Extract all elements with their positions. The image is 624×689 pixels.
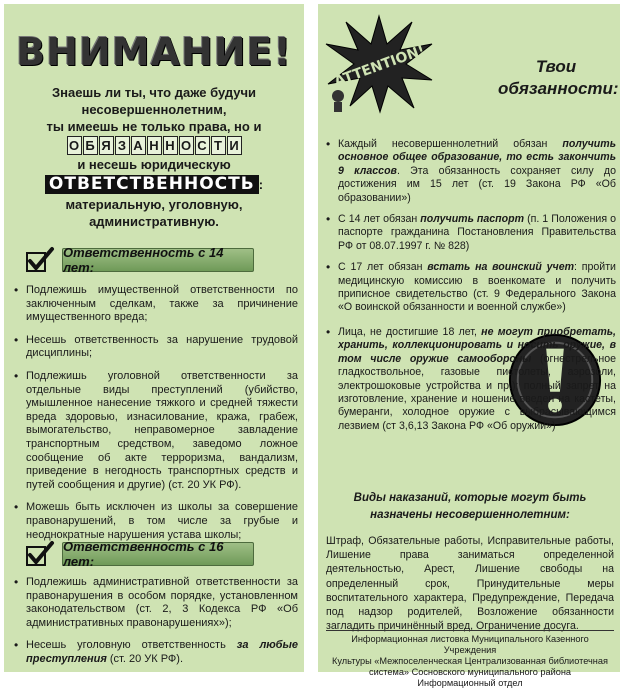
section-16-header: [26, 540, 254, 568]
item-text: . Эта обязанность сохраняет силу до достижения им 15 лет (ст. 19 Закона РФ «Об образовании»): [338, 164, 616, 204]
item-text: (огнестрельное гладкоствольное, газовые пистолеты, аэрозоли, электрошоковые устройства и пр.); полный запрет на изготовление, хранение и ношение введен на кастеты, бумеранги, холодное оружие с выбрасывающимся лезвием (ст 3,6,13 Закона РФ «Об оружии»): [338, 352, 616, 432]
item-text: (ст. 20 УК РФ).: [109, 652, 184, 665]
item-text: С 14 лет обязан: [338, 213, 418, 226]
duties-title-line: Твои: [535, 57, 577, 76]
item-text: (п. 1 Положения о паспорте гражданина Постановления Правительства РФ от 08.07.1997 г. № 828): [338, 213, 616, 252]
section-14-list: [12, 284, 298, 551]
list-item: [324, 261, 616, 315]
list-item: • Подлежишь имущественной ответственности по заключенным сделкам, также за причинение имущественного вреда;: [12, 284, 298, 325]
intro-line: и несешь юридическую: [77, 157, 231, 172]
list-item: • Несешь ответственность за нарушение трудовой дисциплины;: [12, 334, 298, 361]
weapon-restriction: [324, 326, 616, 433]
duties-letter-box: С: [195, 136, 210, 155]
duties-letter-box: О: [179, 136, 194, 155]
intro-line: административную.: [89, 214, 219, 229]
duties-title-line: обязанности:: [498, 79, 619, 98]
duties-letter-box: Н: [163, 136, 178, 155]
duties-letter-box: Т: [211, 136, 226, 155]
intro-line: несовершеннолетним,: [81, 102, 227, 117]
punishments-heading: Виды наказаний, которые могут быть назначены несовершеннолетним:: [353, 492, 587, 521]
attention-burst-icon: [324, 14, 434, 114]
intro-line: Знаешь ли ты, что даже будучи: [51, 85, 257, 100]
list-item: • Можешь быть исключен из школы за совершение правонарушений, в том числе за грубые и неоднократные нарушения устава школы;: [12, 501, 298, 542]
section-16-list: [12, 576, 298, 676]
duties-letter-box: А: [131, 136, 146, 155]
section-16-heading: Ответственность с 16 лет:: [62, 542, 254, 566]
duties-letter-box: Я: [99, 136, 114, 155]
duties-title: [498, 56, 619, 100]
list-item: [12, 639, 298, 666]
intro-line: материальную, уголовную,: [65, 197, 243, 212]
list-item: • Подлежишь уголовной ответственности за отдельные виды преступлений (убийство, умышленное нанесение тяжкого и средней тяжести вреда здоровью, изнасилование, кража, грабеж, вымогательство, неправомерное завладение транспортным средством, заведомо ложное сообщение об акте терроризма, вандализм, приведение в негодность транспортных средств и путей сообщения и другие) (ст. 20 УК РФ).: [12, 370, 298, 492]
item-text: Несешь уголовную ответственность: [26, 639, 226, 652]
item-text: : пройти медицинскую комиссию в военкомате и получить приписное свидетельство (ст. 9 Федерального Закона «О воинской обязанности и военной службе»): [338, 261, 616, 314]
duties-letter-box: З: [115, 136, 130, 155]
duties-letter-box: Н: [147, 136, 162, 155]
checkbox-check-icon: [26, 247, 54, 273]
duties-letter-box: Б: [83, 136, 98, 155]
duties-list: [324, 138, 616, 323]
responsibility-word: ОТВЕТСТВЕННОСТЬ: [45, 175, 259, 194]
item-emphasis: получить основное общее образование, то есть закончить 9 классов: [338, 138, 616, 177]
intro-colon: :: [258, 177, 264, 192]
item-emphasis: не могут приобретать, хранить, коллекционировать и носить оружие, в том числе оружие самообороны: [338, 326, 616, 365]
item-text: Каждый несовершеннолетний обязан: [338, 138, 548, 150]
item-emphasis: встать на воинский учет: [427, 261, 575, 274]
list-item: [324, 213, 616, 253]
intro-line: ты имеешь не только права, но и: [46, 119, 262, 134]
attention-title: ВНИМАНИЕ!: [16, 30, 292, 74]
footer-info: Информационная листовка Муниципального Казенного Учреждения Культуры «Межпоселенческая Централизованная библиотечная система» Сосновского муниципального района Информационный отдел: [326, 630, 614, 689]
section-14-heading: Ответственность с 14 лет:: [62, 248, 254, 272]
left-leaflet-panel: [4, 4, 304, 672]
duties-letter-box: О: [67, 136, 82, 155]
item-text: С 17 лет обязан: [338, 261, 423, 274]
attention-word: ATTENTION!: [332, 42, 428, 91]
duties-boxed-word: [67, 136, 242, 155]
intro-block: [12, 84, 296, 230]
punishments-text: Штраф, Обязательные работы, Исправительные работы, Лишение права заниматься определенной деятельностью, Арест, Лишение свободы на определенный срок, Принудительные меры воспитательного характера, Предупреждение, Передача под надзор родителей, Возложение обязанности загладить причинённый вред, Ограничение досуга.: [326, 535, 614, 633]
item-emphasis: за любые преступления: [26, 639, 298, 665]
checkbox-check-icon: [26, 541, 54, 567]
duties-letter-box: И: [227, 136, 242, 155]
section-14-header: [26, 246, 254, 274]
item-emphasis: получить паспорт: [420, 213, 525, 226]
list-item: [324, 138, 616, 205]
item-text: Лица, не достигшие 18 лет,: [338, 326, 477, 338]
right-leaflet-panel: [318, 4, 620, 688]
list-item: • Подлежишь административной ответственности за правонарушения в особом порядке, установленном законодательством (ст. 2, 3 Кодекса РФ «Об административных правонарушениях»);: [12, 576, 298, 630]
